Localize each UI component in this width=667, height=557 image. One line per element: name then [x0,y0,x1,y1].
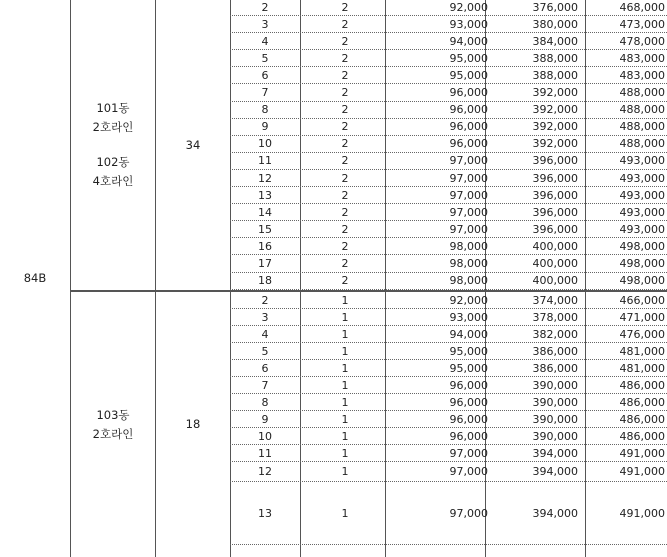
units-cell: 2 [341,257,349,271]
amount-cell: 388,000 [532,68,578,82]
total-cell: 486,000 [619,412,665,426]
amount-cell: 374,000 [532,293,578,307]
rows-group [230,292,667,557]
amount-cell: 396,000 [532,171,578,185]
table-row [230,187,667,204]
amount-cell: 396,000 [532,205,578,219]
amount-cell: 382,000 [532,327,578,341]
amount-cell: 97,000 [449,222,488,236]
table-row [230,50,667,67]
table-row [230,238,667,255]
amount-cell: 92,000 [449,293,488,307]
units-cell: 2 [341,0,349,14]
amount-cell: 394,000 [532,506,578,520]
amount-cell: 378,000 [532,310,578,324]
amount-cell: 392,000 [532,103,578,117]
units-cell: 2 [341,188,349,202]
floor-cell: 3 [261,310,269,324]
floor-cell: 6 [261,68,269,82]
amount-cell: 97,000 [449,188,488,202]
units-cell: 2 [341,154,349,168]
units-cell: 2 [341,86,349,100]
unit-type-label [0,0,70,557]
total-cell: 491,000 [619,446,665,460]
table-row [230,102,667,119]
floor-cell: 9 [261,412,269,426]
total-cell: 491,000 [619,465,665,478]
floor-cell: 8 [261,395,269,409]
floor-cell: 2 [261,293,269,307]
total-cell: 488,000 [619,103,665,117]
amount-cell: 376,000 [532,0,578,14]
floor-cell: 18 [258,274,272,288]
units-cell: 2 [341,34,349,48]
amount-cell: 396,000 [532,222,578,236]
floor-cell: 5 [261,344,269,358]
floor-cell: 4 [261,327,269,341]
total-cell: 481,000 [619,361,665,375]
amount-cell: 380,000 [532,17,578,31]
floor-cell: 2 [261,0,269,14]
amount-cell: 96,000 [449,86,488,100]
amount-cell: 392,000 [532,120,578,134]
table-row [230,119,667,136]
amount-cell: 98,000 [449,239,488,253]
total-cell: 498,000 [619,257,665,271]
table-row [230,153,667,170]
table-row [230,16,667,33]
units-cell: 2 [341,68,349,82]
building-label: 103동 [96,407,130,422]
table-row [230,462,667,482]
building-line-cell [71,292,155,557]
amount-cell: 93,000 [449,310,488,324]
amount-cell: 95,000 [449,51,488,65]
table-row [230,482,667,545]
amount-cell: 392,000 [532,137,578,151]
amount-cell: 97,000 [449,465,488,478]
floor-cell: 15 [258,222,272,236]
table-row [230,170,667,187]
units-cell: 1 [341,361,349,375]
table-row [230,292,667,309]
table-row [230,360,667,377]
line-label: 2호라인 [92,120,134,134]
table-row [230,136,667,153]
units-cell: 2 [341,103,349,117]
table-row [230,309,667,326]
table-row [230,33,667,50]
amount-cell: 97,000 [449,446,488,460]
amount-cell: 94,000 [449,34,488,48]
total-cell: 493,000 [619,171,665,185]
floor-cell: 12 [258,465,272,478]
floor-cell: 7 [261,378,269,392]
amount-cell: 92,000 [449,0,488,14]
units-cell: 1 [341,446,349,460]
amount-cell: 400,000 [532,257,578,271]
amount-cell: 97,000 [449,154,488,168]
units-cell: 1 [341,506,349,520]
amount-cell: 96,000 [449,120,488,134]
household-count: 18 [185,417,201,431]
table-row [230,343,667,360]
floor-cell: 11 [258,446,272,460]
total-cell: 481,000 [619,344,665,358]
total-cell: 466,000 [619,293,665,307]
total-cell: 493,000 [619,188,665,202]
table-row [230,377,667,394]
total-cell: 486,000 [619,395,665,409]
building-label: 101동 [96,101,130,115]
table-row [230,221,667,238]
amount-cell: 96,000 [449,412,488,426]
units-cell: 1 [341,395,349,409]
table-row [230,256,667,273]
units-cell: 1 [341,429,349,443]
floor-cell: 3 [261,17,269,31]
units-cell: 2 [341,239,349,253]
units-cell: 1 [341,293,349,307]
units-cell: 2 [341,171,349,185]
amount-cell: 97,000 [449,171,488,185]
household-count-cell [156,0,230,290]
total-cell: 493,000 [619,222,665,236]
table-row [230,326,667,343]
amount-cell: 394,000 [532,446,578,460]
amount-cell: 386,000 [532,361,578,375]
amount-cell: 93,000 [449,17,488,31]
amount-cell: 396,000 [532,154,578,168]
total-cell: 473,000 [619,17,665,31]
total-cell: 493,000 [619,154,665,168]
units-cell: 1 [341,412,349,426]
rows-group [230,0,667,290]
floor-cell: 8 [261,103,269,117]
total-cell: 471,000 [619,310,665,324]
total-cell: 498,000 [619,239,665,253]
amount-cell: 96,000 [449,395,488,409]
table-row [230,0,667,16]
amount-cell: 95,000 [449,361,488,375]
amount-cell: 396,000 [532,188,578,202]
amount-cell: 98,000 [449,257,488,271]
table-row [230,85,667,102]
floor-cell: 5 [261,51,269,65]
household-count: 34 [185,137,201,152]
total-cell: 486,000 [619,378,665,392]
table-row [230,67,667,84]
total-cell: 476,000 [619,327,665,341]
table-row [230,204,667,221]
units-cell: 2 [341,137,349,151]
building-line-cell [71,0,155,290]
amount-cell: 96,000 [449,103,488,117]
table-row [230,273,667,290]
units-cell: 2 [341,120,349,134]
total-cell: 483,000 [619,68,665,82]
amount-cell: 97,000 [449,506,488,520]
amount-cell: 96,000 [449,137,488,151]
units-cell: 1 [341,344,349,358]
line-label: 4호라인 [92,174,134,188]
floor-cell: 11 [258,154,272,168]
units-cell: 2 [341,17,349,31]
amount-cell: 390,000 [532,412,578,426]
amount-cell: 390,000 [532,395,578,409]
amount-cell: 97,000 [449,205,488,219]
total-cell: 493,000 [619,205,665,219]
amount-cell: 386,000 [532,344,578,358]
floor-cell: 10 [258,429,272,443]
amount-cell: 388,000 [532,51,578,65]
floor-cell: 4 [261,34,269,48]
amount-cell: 96,000 [449,378,488,392]
amount-cell: 96,000 [449,429,488,443]
table-row [230,428,667,445]
line-label: 2호라인 [92,426,134,441]
units-cell: 1 [341,327,349,341]
amount-cell: 400,000 [532,274,578,288]
floor-cell: 13 [258,188,272,202]
amount-cell: 390,000 [532,378,578,392]
amount-cell: 392,000 [532,86,578,100]
total-cell: 488,000 [619,120,665,134]
total-cell: 488,000 [619,137,665,151]
table-row [230,411,667,428]
units-cell: 2 [341,51,349,65]
units-cell: 1 [341,378,349,392]
floor-cell: 17 [258,257,272,271]
floor-cell: 12 [258,171,272,185]
floor-cell: 6 [261,361,269,375]
floor-cell: 9 [261,120,269,134]
amount-cell: 95,000 [449,344,488,358]
unit-type-text: 84B [23,271,47,285]
floor-cell: 14 [258,205,272,219]
table-row [230,394,667,411]
total-cell: 486,000 [619,429,665,443]
units-cell: 1 [341,310,349,324]
household-count-cell [156,292,230,557]
amount-cell: 94,000 [449,327,488,341]
units-cell: 2 [341,205,349,219]
amount-cell: 394,000 [532,465,578,478]
table-row [230,445,667,462]
total-cell: 478,000 [619,34,665,48]
amount-cell: 95,000 [449,68,488,82]
units-cell: 2 [341,222,349,236]
units-cell: 1 [341,465,349,478]
units-cell: 2 [341,274,349,288]
floor-cell: 10 [258,137,272,151]
building-label: 102동 [96,155,130,169]
total-cell: 483,000 [619,51,665,65]
floor-cell: 7 [261,86,269,100]
total-cell: 491,000 [619,506,665,520]
amount-cell: 384,000 [532,34,578,48]
amount-cell: 400,000 [532,239,578,253]
total-cell: 498,000 [619,274,665,288]
total-cell: 468,000 [619,0,665,14]
amount-cell: 98,000 [449,274,488,288]
total-cell: 488,000 [619,86,665,100]
floor-cell: 13 [258,506,272,520]
floor-cell: 16 [258,239,272,253]
amount-cell: 390,000 [532,429,578,443]
